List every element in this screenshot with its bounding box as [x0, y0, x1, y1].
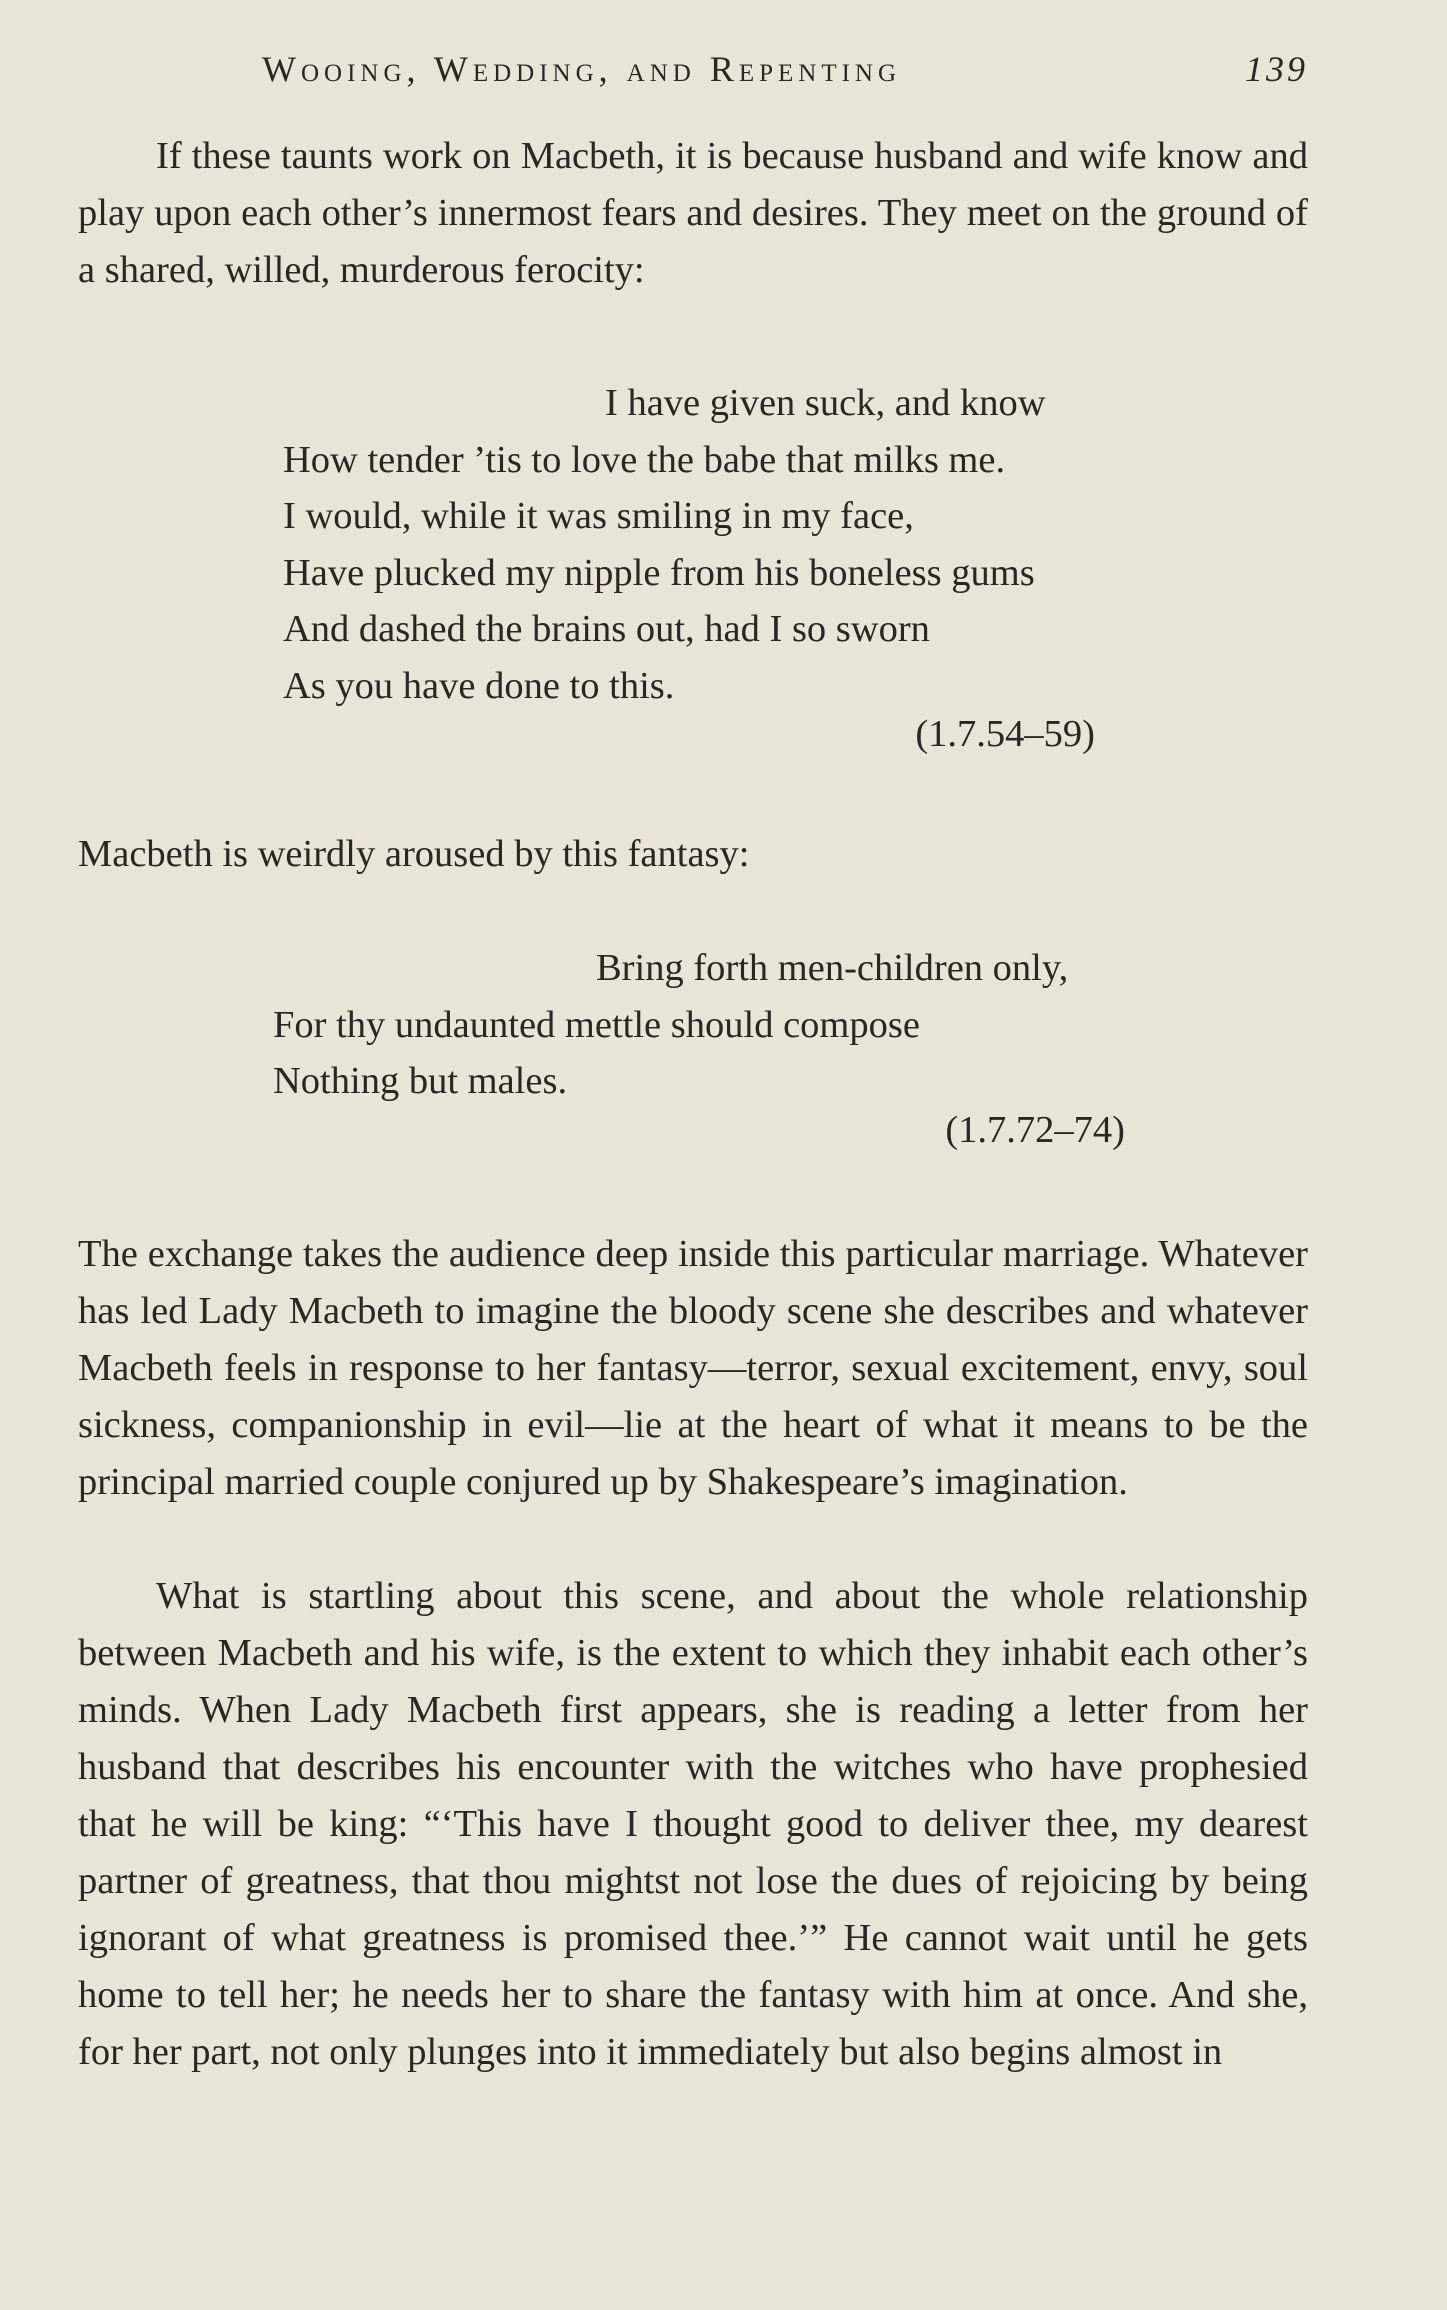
verse-line: Bring forth men-children only, — [596, 947, 1069, 989]
paragraph-1: If these taunts work on Macbeth, it is because husband and wife know and play upon each other’s innermost fears and desires. They meet on the ground of a shared, willed, murderous ferocity: — [78, 135, 1308, 291]
verse-line: As you have done to this. — [283, 664, 675, 707]
page-number: 139 — [1245, 49, 1308, 89]
verse-line: How tender ’tis to love the babe that milks me. — [283, 438, 1006, 481]
verse-line: Have plucked my nipple from his boneless gums — [283, 551, 1035, 594]
running-title: Wooing, Wedding, and Repenting — [262, 49, 902, 89]
paragraph-2: Macbeth is weirdly aroused by this fantasy: — [78, 833, 750, 875]
verse-quote-2 — [273, 940, 1068, 1110]
verse-line: And dashed the brains out, had I so sworn — [283, 608, 930, 650]
verse-line: I would, while it was smiling in my face, — [283, 495, 914, 537]
verse-line: Nothing but males. — [273, 1060, 568, 1102]
citation-2: (1.7.72–74) — [945, 1109, 1125, 1151]
paragraph-4: What is startling about this scene, and about the whole relationship between Macbeth and his wife, is the extent to which they inhabit each other’s minds. When Lady Macbeth first appears, she is reading a letter from her husband that describes his encounter with the witches who have prophesied that he will be king: “‘This have I thought good to deliver thee, my dearest partner of greatness, that thou mightst not lose the dues of rejoicing by being ignorant of what greatness is promised thee.’” He cannot wait until he gets home to tell her; he needs her to share the fantasy with him at once. And she, for her part, not only plunges into it immediately but also begins almost in — [78, 1575, 1308, 2073]
citation-1: (1.7.54–59) — [915, 713, 1095, 755]
paragraph-3: The exchange takes the audience deep inside this particular marriage. Whatever has led Lady Macbeth to imagine the bloody scene she describes and whatever Macbeth feels in response to her fantasy—terror, sexual excitement, envy, soul sickness, companionship in evil—lie at the heart of what it means to be the principal married couple conjured up by Shakespeare’s imagination. — [78, 1233, 1308, 1503]
verse-quote-1 — [283, 375, 1046, 714]
verse-line: I have given suck, and know — [605, 382, 1046, 424]
verse-line: For thy undaunted mettle should compose — [273, 1003, 920, 1046]
running-header — [262, 48, 1308, 98]
